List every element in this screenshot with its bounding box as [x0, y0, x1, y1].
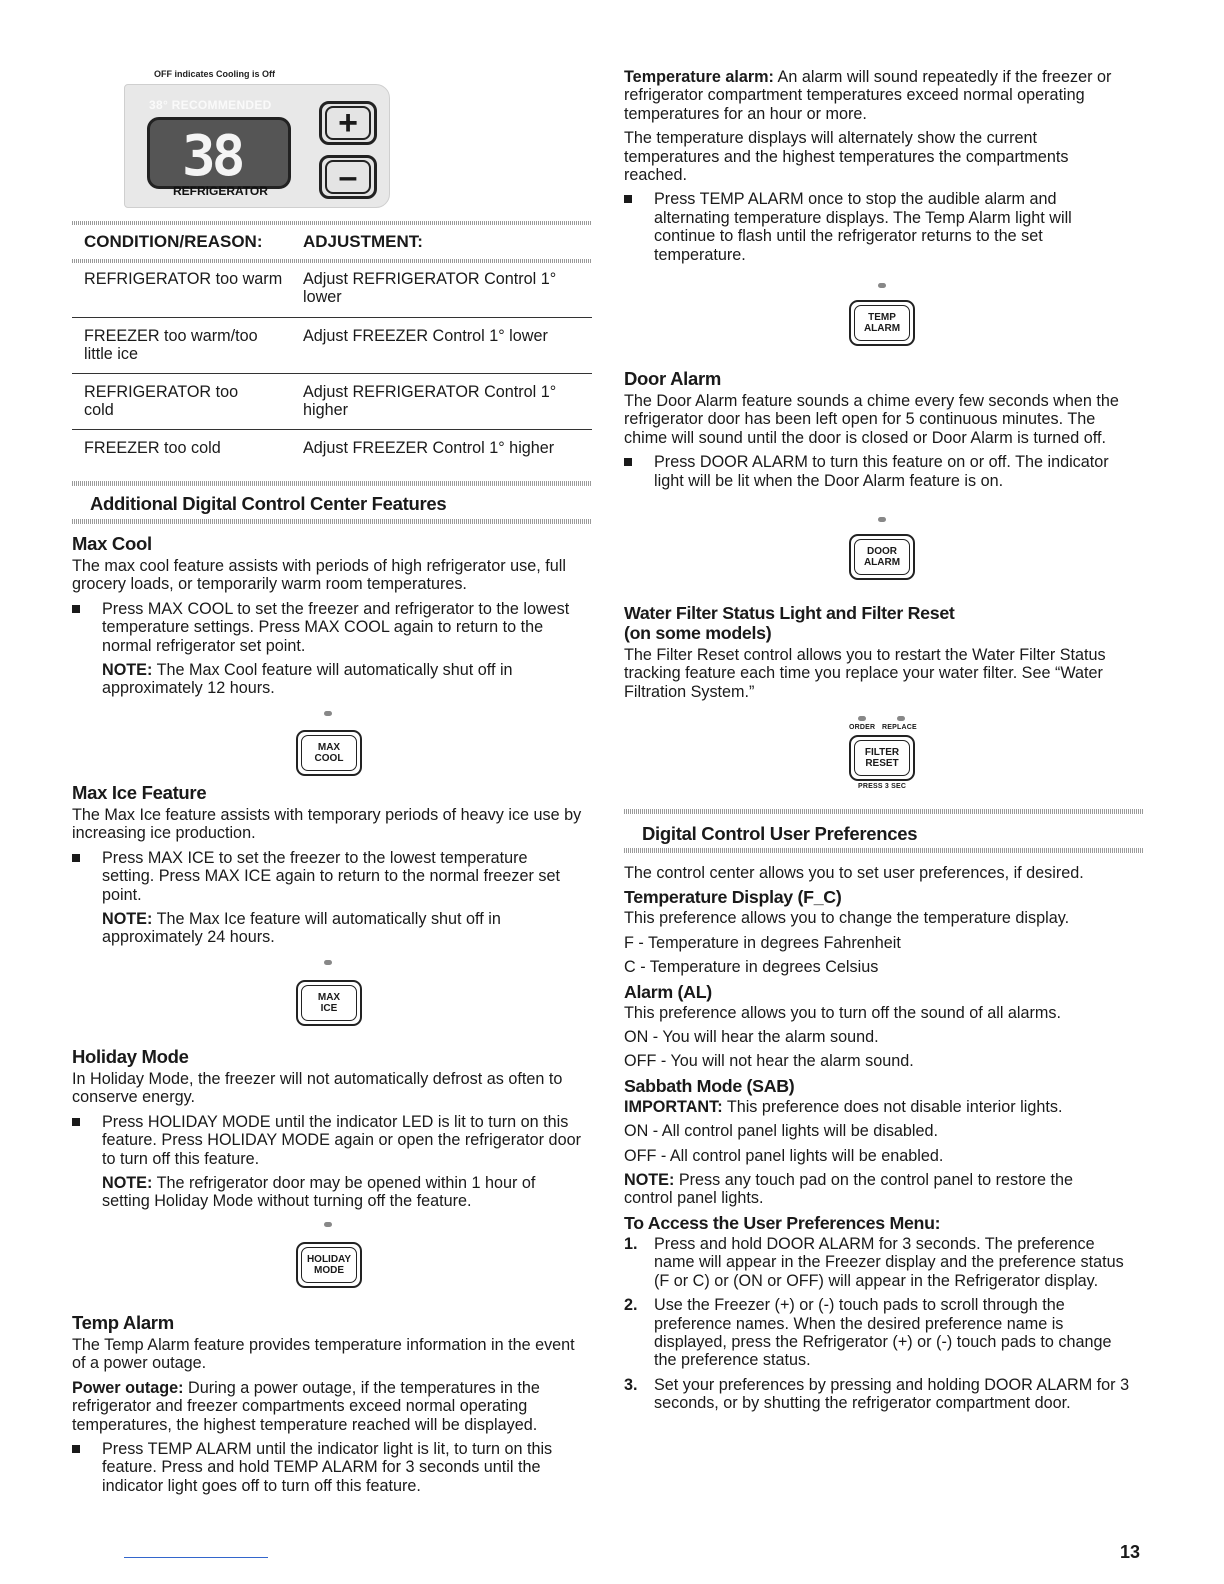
table-cell-condition: FREEZER too cold — [84, 439, 221, 457]
temperature-f-option: F - Temperature in degrees Fahrenheit — [624, 933, 901, 952]
temperature-alarm-section — [624, 68, 1144, 264]
section-rule-top — [72, 481, 592, 486]
temp-alarm-key: TEMP ALARM — [849, 300, 915, 346]
table-cell-adjustment: Adjust FREEZER Control 1° higher — [303, 439, 555, 457]
refrigerator-label: REFRIGERATOR — [173, 184, 268, 198]
minus-button: – — [319, 155, 377, 199]
temp-alarm-section — [72, 1312, 592, 1495]
press-3-sec-label: PRESS 3 SEC — [858, 783, 907, 790]
alarm-title: Alarm (AL) — [624, 981, 712, 1002]
door-alarm-section — [624, 368, 1144, 490]
page-number: 13 — [1120, 1542, 1141, 1562]
alarm-on-option: ON - You will hear the alarm sound. — [624, 1028, 879, 1047]
table-cell-condition: FREEZER too warm/too little ice — [84, 327, 258, 364]
water-filter-body: The Filter Reset control allows you to restart the Water Filter Status tracking feature each time you replace your water filter. See “Water Filtration System.” — [624, 646, 1106, 701]
temperature-display-body: This preference allows you to change the temperature display. — [624, 909, 1070, 928]
step-item: 3. Set your preferences by pressing and holding DOOR ALARM for 3 seconds, or by shutting the refrigerator compartment door. — [624, 1375, 1130, 1413]
max-ice-bullet: Press MAX ICE to set the freezer to the lowest temperature setting. Press MAX ICE again to return to the normal freezer set point. — [72, 849, 577, 904]
door-alarm-indicator-led — [878, 517, 886, 522]
power-outage-text: Power outage: During a power outage, if the temperatures in the refrigerator and freezer compartments exceed normal operating temperatures, the highest temperature reached will be displayed. — [72, 1378, 540, 1434]
section-rule-top — [624, 809, 1144, 814]
temperature-alarm-body2: The temperature displays will alternately show the current temperatures and the highest temperatures the compartments reached. — [624, 129, 1069, 185]
holiday-mode-key: HOLIDAY MODE — [296, 1242, 362, 1288]
door-alarm-bullet: Press DOOR ALARM to turn this feature on or off. The indicator light will be lit when the Door Alarm feature is on. — [624, 453, 1124, 490]
sabbath-title: Sabbath Mode (SAB) — [624, 1075, 795, 1096]
max-ice-note: NOTE: The Max Ice feature will automatically shut off in approximately 24 hours. — [102, 910, 501, 947]
holiday-mode-section — [72, 1046, 592, 1211]
important-text: IMPORTANT: This preference does not disable interior lights. — [624, 1097, 1063, 1116]
figure-caption: OFF indicates Cooling is Off — [154, 69, 276, 79]
max-ice-key: MAX ICE — [296, 980, 362, 1026]
user-preferences-section — [624, 864, 1144, 1413]
max-ice-indicator-led — [324, 960, 332, 965]
step-item: 2. Use the Freezer (+) or (-) touch pads to scroll through the preference names. When the desired preference name is displayed, press the Refrigerator (+) or (-) touch pads to change the preference status. — [624, 1296, 1112, 1370]
max-cool-body: The max cool feature assists with periods of high refrigerator use, full grocery loads, or temporarily warm room temperatures. — [72, 557, 566, 594]
door-alarm-body: The Door Alarm feature sounds a chime every few seconds when the refrigerator door has been left open for 5 continuous minutes. The chime will sound until the door is closed or Door Alarm is turned off. — [624, 392, 1119, 447]
holiday-mode-note: NOTE: The refrigerator door may be opened within 1 hour of setting Holiday Mode without turning off the feature. — [102, 1174, 536, 1211]
filter-reset-key: FILTER RESET — [849, 735, 915, 781]
holiday-mode-bullet: Press HOLIDAY MODE until the indicator LED is lit to turn on this feature. Press HOLIDAY MODE again or open the refrigerator door to turn off this feature. — [72, 1113, 582, 1168]
temp-alarm-indicator-led — [878, 283, 886, 288]
temperature-display-title: Temperature Display (F_C) — [624, 887, 842, 908]
recommended-label: 38° RECOMMENDED — [149, 98, 272, 112]
max-cool-note: NOTE: The Max Cool feature will automatically shut off in approximately 12 hours. — [102, 661, 513, 698]
preferences-intro: The control center allows you to set user preferences, if desired. — [624, 864, 1084, 882]
temperature-display — [147, 117, 291, 189]
section-title-user-preferences: Digital Control User Preferences — [642, 823, 918, 844]
alarm-off-option: OFF - You will not hear the alarm sound. — [624, 1052, 914, 1071]
max-cool-section — [72, 533, 592, 698]
table-row-divider — [72, 317, 592, 318]
holiday-mode-body: In Holiday Mode, the freezer will not automatically defrost as often to conserve energy. — [72, 1070, 563, 1107]
table-row-divider — [72, 373, 592, 374]
temp-alarm-bullet: Press TEMP ALARM until the indicator light is lit, to turn on this feature. Press and hold TEMP ALARM for 3 seconds until the indicator light goes off to turn off this feature. — [72, 1440, 587, 1495]
max-cool-title: Max Cool — [72, 533, 152, 554]
holiday-mode-indicator-led — [324, 1222, 332, 1227]
table-cell-adjustment: Adjust FREEZER Control 1° lower — [303, 327, 548, 345]
sabbath-off-option: OFF - All control panel lights will be enabled. — [624, 1146, 944, 1165]
table-header-adjustment: ADJUSTMENT: — [303, 232, 423, 251]
temp-alarm-body: The Temp Alarm feature provides temperature information in the event of a power outage. — [72, 1336, 575, 1373]
order-indicator-led — [858, 716, 866, 721]
refrigerator-control-panel-figure — [124, 84, 390, 208]
table-row-divider — [72, 429, 592, 430]
table-header-rule — [72, 259, 592, 263]
replace-label: REPLACE — [882, 724, 917, 731]
temperature-alarm-text: Temperature alarm: An alarm will sound repeatedly if the freezer or refrigerator compartment temperatures exceed normal operating temperatures for an hour or more. — [624, 68, 1112, 123]
alarm-body: This preference allows you to turn off the sound of all alarms. — [624, 1003, 1061, 1022]
access-menu-title: To Access the User Preferences Menu: — [624, 1212, 941, 1233]
water-filter-subtitle: (on some models) — [624, 623, 772, 643]
max-cool-indicator-led — [324, 711, 332, 716]
footer-rule — [124, 1557, 268, 1558]
holiday-mode-title: Holiday Mode — [72, 1046, 189, 1067]
water-filter-title: Water Filter Status Light and Filter Reset — [624, 603, 955, 623]
max-ice-title: Max Ice Feature — [72, 782, 207, 803]
temperature-alarm-bullet: Press TEMP ALARM once to stop the audible alarm and alternating temperature displays. The Temp Alarm light will continue to flash until the refrigerator returns to the set temperature. — [624, 190, 1119, 264]
door-alarm-key: DOOR ALARM — [849, 534, 915, 580]
door-alarm-title: Door Alarm — [624, 368, 722, 389]
temperature-c-option: C - Temperature in degrees Celsius — [624, 958, 879, 977]
temperature-digits: 38 — [182, 124, 242, 189]
section-rule-bottom — [72, 519, 592, 524]
plus-button: + — [319, 101, 377, 145]
temp-alarm-title: Temp Alarm — [72, 1312, 174, 1333]
table-header-condition: CONDITION/REASON: — [84, 232, 263, 251]
sabbath-note: NOTE: Press any touch pad on the control panel to restore the control panel lights. — [624, 1171, 1074, 1208]
max-ice-section — [72, 782, 592, 947]
table-cell-adjustment: Adjust REFRIGERATOR Control 1° lower — [303, 270, 557, 307]
replace-indicator-led — [897, 716, 905, 721]
sabbath-on-option: ON - All control panel lights will be disabled. — [624, 1122, 939, 1141]
max-cool-bullet: Press MAX COOL to set the freezer and refrigerator to the lowest temperature settings. Press MAX COOL again to return to the normal refrigerator set point. — [72, 600, 587, 655]
table-cell-condition: REFRIGERATOR too warm — [84, 270, 283, 288]
max-ice-body: The Max Ice feature assists with temporary periods of heavy ice use by increasing ice production. — [72, 806, 582, 843]
table-cell-condition: REFRIGERATOR too cold — [84, 383, 239, 420]
table-top-rule — [72, 221, 592, 225]
max-cool-key: MAX COOL — [296, 730, 362, 776]
step-item: 1. Press and hold DOOR ALARM for 3 seconds. The preference name will appear in the Freezer display and the preference status (F or C) or (ON or OFF) will appear in the Refrigerator display. — [624, 1234, 1124, 1290]
section-title-additional-features: Additional Digital Control Center Features — [90, 493, 447, 514]
order-label: ORDER — [849, 724, 876, 731]
section-rule-bottom — [624, 848, 1144, 853]
table-cell-adjustment: Adjust REFRIGERATOR Control 1° higher — [303, 383, 557, 420]
water-filter-section — [624, 603, 1144, 701]
